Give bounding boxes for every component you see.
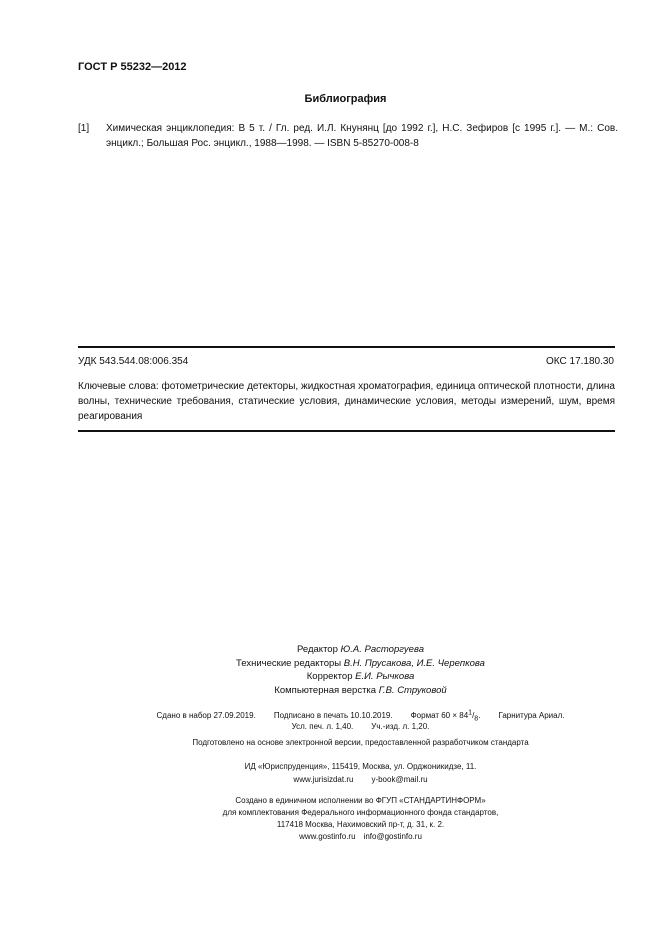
credit-line: Редактор Ю.А. Расторгуева — [296, 644, 424, 655]
oks-code: ОКС 17.180.30 — [546, 356, 614, 367]
standard-number: ГОСТ Р 55232—2012 — [78, 61, 187, 73]
credit-line: Компьютерная верстка Г.В. Струковой — [274, 684, 447, 696]
credits — [0, 643, 661, 697]
section-title: Библиография — [304, 93, 387, 105]
divider-top — [78, 346, 615, 348]
credit-line: Корректор Е.И. Рычкова — [306, 671, 415, 682]
keywords: Ключевые слова: фотометрические детекторы, жидкостная хроматография, единица оптической плотности, длина волны, технические требования, статические условия, динамические условия, методы измерений, шум, время реагирования — [78, 381, 615, 422]
udk-code: УДК 543.544.08:006.354 — [78, 356, 189, 367]
publisher-site[interactable]: www.jurisizdat.ru — [293, 775, 354, 784]
credit-line: Технические редакторы В.Н. Прусакова, И.Е. Черепкова — [236, 657, 485, 669]
creator-email[interactable]: info@gostinfo.ru — [363, 832, 422, 841]
imprint-line-1: Сдано в набор 27.09.2019. Подписано в печать 10.10.2019. Формат $60 \times 84^1/_8$. Гарнитура Ариал. — [156, 709, 565, 723]
creator-site[interactable]: www.gostinfo.ru — [299, 832, 356, 841]
creator-line-2: для комплектования Федерального информационного фонда стандартов, — [222, 808, 499, 817]
bibliography-entry — [78, 121, 618, 151]
creator-line-1: Создано в единичном исполнении во ФГУП «СТАНДАРТИНФОРМ» — [235, 796, 486, 805]
publisher-email[interactable]: y-book@mail.ru — [371, 775, 428, 784]
entry-number: [1] — [78, 123, 90, 134]
imprint-line-2: Усл. печ. л. 1,40. Уч.-изд. л. 1,20. — [291, 722, 430, 731]
creator-contacts — [0, 830, 661, 844]
publisher-contacts — [0, 773, 661, 787]
publisher-address: ИД «Юриспруденция», 115419, Москва, ул. Орджоникидзе, 11. — [244, 762, 477, 771]
creator-address: 117418 Москва, Нахимовский пр-т, д. 31, к. 2. — [276, 820, 445, 829]
prepared-note: Подготовлено на основе электронной версии, предоставленной разработчиком стандарта — [192, 738, 529, 747]
divider-bottom — [78, 430, 615, 432]
entry-text: Химическая энциклопедия: В 5 т. / Гл. ред. И.Л. Кнунянц [до 1992 г.], Н.С. Зефиров [с 1995 г.]. — М.: Сов. энцикл.; Большая Рос. энцикл., 1988—1998. — ISBN 5-85270-008-8 — [106, 123, 618, 149]
